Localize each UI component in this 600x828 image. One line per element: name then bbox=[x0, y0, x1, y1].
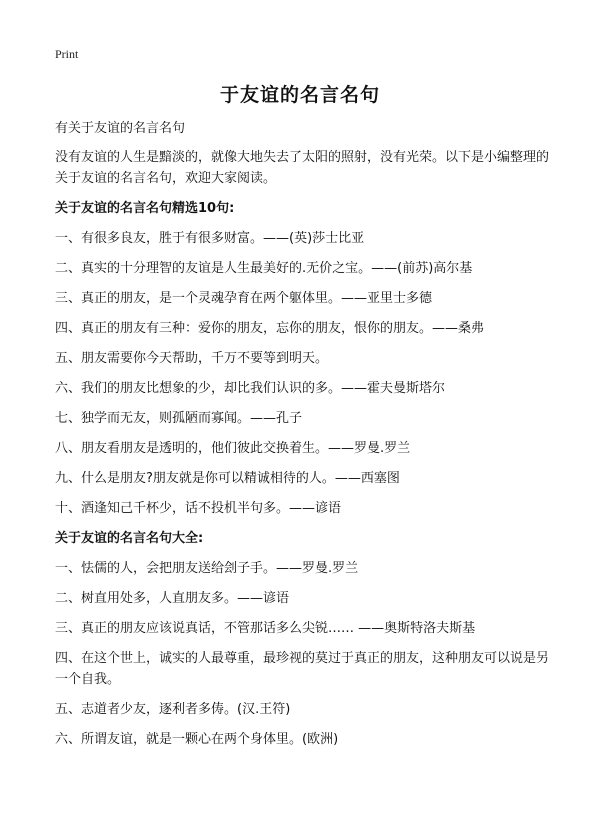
section2-heading: 关于友谊的名言名句大全: bbox=[55, 531, 204, 546]
quote-item: 三、真正的朋友应该说真话，不管那话多么尖锐…… ——奥斯特洛夫斯基 bbox=[55, 621, 476, 636]
quote-item: 二、真实的十分理智的友谊是人生最美好的.无价之宝。——(前苏)高尔基 bbox=[55, 261, 473, 276]
quote-item: 十、酒逢知己千杯少，话不投机半句多。——谚语 bbox=[55, 501, 342, 516]
quote-item: 六、所谓友谊，就是一颗心在两个身体里。(欧洲) bbox=[55, 732, 339, 747]
quote-item: 四、真正的朋友有三种：爱你的朋友，忘你的朋友，恨你的朋友。——桑弗 bbox=[55, 321, 485, 336]
quote-item: 七、独学而无友，则孤陋而寡闻。——孔子 bbox=[55, 411, 303, 426]
quote-item: 三、真正的朋友，是一个灵魂孕育在两个躯体里。——亚里士多德 bbox=[55, 291, 433, 306]
quote-item: 一、怯儒的人，会把朋友送给刽子手。——罗曼.罗兰 bbox=[55, 561, 359, 576]
quote-item: 五、志道者少友，逐利者多俦。(汉.王符) bbox=[55, 702, 291, 717]
document-body bbox=[55, 118, 551, 759]
print-label: Print bbox=[55, 47, 79, 61]
quote-item: 五、朋友需要你今天帮助，千万不要等到明天。 bbox=[55, 351, 329, 366]
section2-quote-list bbox=[55, 558, 551, 750]
section1-heading: 关于友谊的名言名句精选10句: bbox=[55, 201, 235, 216]
quote-item: 八、朋友看朋友是透明的，他们彼此交换着生。——罗曼.罗兰 bbox=[55, 441, 411, 456]
subtitle: 有关于友谊的名言名句 bbox=[55, 121, 186, 136]
quote-item: 四、在这个世上，诚实的人最尊重，最珍视的莫过于真正的朋友，这种朋友可以说是另一个自我。 bbox=[55, 651, 550, 687]
section1-quote-list bbox=[55, 228, 551, 519]
quote-item: 二、树直用处多，人直朋友多。——谚语 bbox=[55, 591, 290, 606]
quote-item: 九、什么是朋友?朋友就是你可以精诚相待的人。——西塞图 bbox=[55, 471, 400, 486]
page-title: 于友谊的名言名句 bbox=[219, 84, 380, 106]
intro-paragraph: 没有友谊的人生是黯淡的，就像大地失去了太阳的照射，没有光荣。以下是小编整理的关于友谊的名言名句，欢迎大家阅读。 bbox=[55, 150, 550, 186]
quote-item: 一、有很多良友，胜于有很多财富。——(英)莎士比亚 bbox=[55, 231, 365, 246]
quote-item: 六、我们的朋友比想象的少，却比我们认识的多。——霍夫曼斯塔尔 bbox=[55, 381, 446, 396]
